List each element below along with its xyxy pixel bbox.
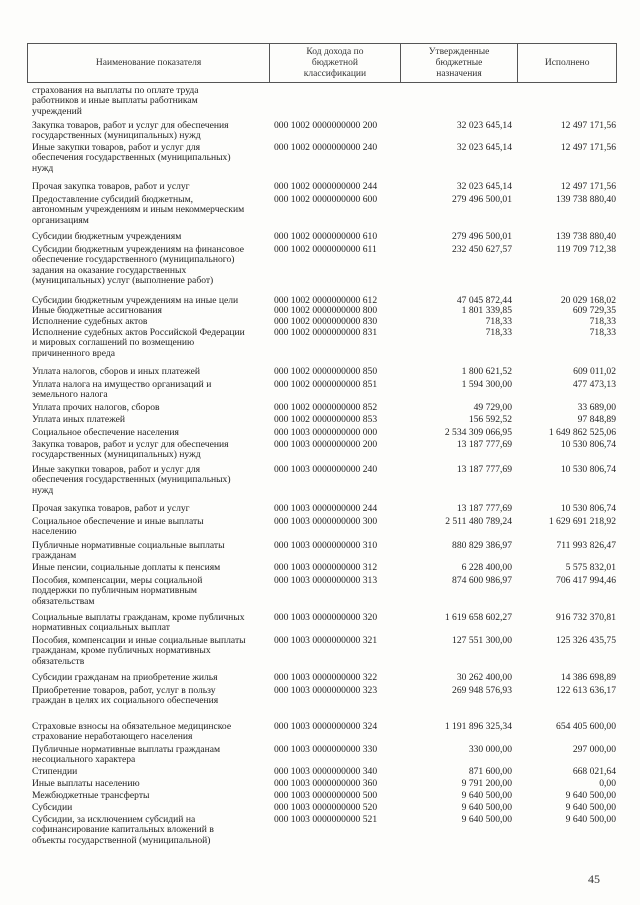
row-name: Иные закупки товаров, работ и услуг для обеспечения государственных (муниципальных) нужд (32, 142, 231, 174)
row-executed: 122 613 636,17 (556, 685, 616, 696)
row-approved: 718,33 (485, 316, 512, 327)
row-approved: 1 801 339,85 (461, 305, 512, 316)
row-approved: 330 000,00 (468, 744, 512, 755)
row-approved: 13 187 777,69 (456, 503, 512, 514)
row-code: 000 1003 0000000000 321 (274, 635, 378, 646)
row-code: 000 1002 0000000000 853 (274, 414, 378, 425)
row-approved: 30 262 400,00 (456, 672, 512, 683)
row-executed: 33 689,00 (577, 402, 616, 413)
row-approved: 232 450 627,57 (452, 244, 512, 255)
row-code: 000 1002 0000000000 831 (274, 327, 378, 338)
row-executed: 12 497 171,56 (560, 142, 616, 153)
row-executed: 1 649 862 525,06 (548, 427, 616, 438)
row-executed: 14 386 698,89 (560, 672, 616, 683)
row-executed: 9 640 500,00 (565, 814, 616, 825)
row-approved: 6 228 400,00 (461, 562, 512, 573)
row-code: 000 1003 0000000000 340 (274, 766, 378, 777)
row-name: Межбюджетные трансферты (32, 790, 150, 801)
row-approved: 880 829 386,97 (452, 540, 512, 551)
row-executed: 12 497 171,56 (560, 120, 616, 131)
row-code: 000 1003 0000000000 323 (274, 685, 378, 696)
row-code: 000 1003 0000000000 520 (274, 802, 378, 813)
row-name: Прочая закупка товаров, работ и услуг (32, 503, 190, 514)
row-code: 000 1003 0000000000 330 (274, 744, 378, 755)
row-executed: 718,33 (589, 327, 616, 338)
row-name: Исполнение судебных актов Российской Федерации и мировых соглашений по возмещению причиненного вреда (32, 327, 245, 359)
row-approved: 1 619 658 602,27 (444, 612, 512, 623)
row-executed: 10 530 806,74 (560, 439, 616, 450)
row-name: Страховые взносы на обязательное медицинское страхование неработающего населения (32, 721, 232, 743)
row-executed: 668 021,64 (572, 766, 616, 777)
row-approved: 127 551 300,00 (452, 635, 512, 646)
row-code: 000 1003 0000000000 312 (274, 562, 378, 573)
row-code: 000 1003 0000000000 360 (274, 778, 378, 789)
row-executed: 20 029 168,02 (560, 295, 616, 306)
row-executed: 297 000,00 (572, 744, 616, 755)
row-code: 000 1002 0000000000 851 (274, 379, 378, 390)
row-name: Исполнение судебных актов (32, 316, 148, 327)
header-name: Наименование показателя (28, 44, 270, 82)
row-approved: 1 800 621,52 (461, 366, 512, 377)
row-executed: 718,33 (589, 316, 616, 327)
row-code: 000 1003 0000000000 500 (274, 790, 378, 801)
row-code: 000 1003 0000000000 324 (274, 721, 378, 732)
row-code: 000 1003 0000000000 521 (274, 814, 378, 825)
row-approved: 13 187 777,69 (456, 464, 512, 475)
row-name: Публичные нормативные выплаты гражданам несоциального характера (32, 744, 221, 766)
header-approved: Утвержденные бюджетные назначения (401, 44, 519, 82)
row-executed: 9 640 500,00 (565, 802, 616, 813)
row-name: Социальные выплаты гражданам, кроме публичных нормативных социальных выплат (32, 612, 245, 634)
row-approved: 32 023 645,14 (456, 181, 512, 192)
row-name: Субсидии бюджетным учреждениям (32, 231, 182, 242)
row-code: 000 1002 0000000000 611 (274, 244, 377, 255)
row-executed: 609 729,35 (572, 305, 616, 316)
row-code: 000 1002 0000000000 612 (274, 295, 378, 306)
row-executed: 97 848,89 (577, 414, 616, 425)
row-code: 000 1002 0000000000 830 (274, 316, 378, 327)
row-name: Иные выплаты населению (32, 778, 140, 789)
row-code: 000 1002 0000000000 200 (274, 120, 378, 131)
row-approved: 871 600,00 (468, 766, 512, 777)
row-name: Предоставление субсидий бюджетным, автономным учреждениям и иным некоммерческим организациям (32, 194, 245, 226)
row-code: 000 1003 0000000000 240 (274, 464, 378, 475)
row-executed: 711 993 826,47 (556, 540, 616, 551)
row-code: 000 1002 0000000000 240 (274, 142, 378, 153)
row-code: 000 1003 0000000000 244 (274, 503, 378, 514)
row-name: Публичные нормативные социальные выплаты гражданам (32, 540, 225, 562)
row-approved: 874 600 986,97 (452, 575, 512, 586)
row-approved: 279 496 500,01 (452, 194, 512, 205)
row-approved: 32 023 645,14 (456, 142, 512, 153)
row-executed: 609 011,02 (573, 366, 616, 377)
row-approved: 2 534 309 066,95 (444, 427, 512, 438)
row-name: Иные закупки товаров, работ и услуг для обеспечения государственных (муниципальных) нужд (32, 464, 231, 496)
row-name: Уплата налогов, сборов и иных платежей (32, 366, 201, 377)
row-approved: 9 640 500,00 (461, 802, 512, 813)
row-approved: 1 594 300,00 (461, 379, 512, 390)
row-executed: 916 732 370,81 (556, 612, 616, 623)
row-name: Субсидии, за исключением субсидий на софинансирование капитальных вложений в объекты государственной (муниципальной) (32, 814, 214, 846)
row-approved: 269 948 576,93 (452, 685, 512, 696)
row-approved: 1 191 896 325,34 (444, 721, 512, 732)
row-code: 000 1003 0000000000 000 (274, 427, 378, 438)
row-name: Закупка товаров, работ и услуг для обеспечения государственных (муниципальных) нужд (32, 120, 229, 142)
row-code: 000 1002 0000000000 244 (274, 181, 378, 192)
row-executed: 10 530 806,74 (560, 464, 616, 475)
row-code: 000 1002 0000000000 610 (274, 231, 378, 242)
row-name: Прочая закупка товаров, работ и услуг (32, 181, 190, 192)
row-code: 000 1002 0000000000 852 (274, 402, 378, 413)
row-executed: 654 405 600,00 (556, 721, 616, 732)
row-name: Уплата налога на имущество организаций и земельного налога (32, 379, 212, 401)
row-executed: 139 738 880,40 (556, 194, 616, 205)
row-executed: 125 326 435,75 (556, 635, 616, 646)
row-name: Закупка товаров, работ и услуг для обеспечения государственных (муниципальных) нужд (32, 439, 229, 461)
row-name: страхования на выплаты по оплате труда работников и иные выплаты работникам учреждений (32, 85, 199, 117)
row-code: 000 1003 0000000000 313 (274, 575, 378, 586)
row-code: 000 1003 0000000000 310 (274, 540, 378, 551)
row-executed: 1 629 691 218,92 (548, 516, 616, 527)
row-name: Приобретение товаров, работ, услуг в пользу граждан в целях их социального обеспечения (32, 685, 219, 707)
header-executed: Исполнено (544, 57, 590, 68)
row-executed: 119 709 712,38 (556, 244, 616, 255)
row-executed: 10 530 806,74 (560, 503, 616, 514)
row-approved: 13 187 777,69 (456, 439, 512, 450)
row-approved: 279 496 500,01 (452, 231, 512, 242)
row-approved: 9 791 200,00 (461, 778, 512, 789)
row-approved: 32 023 645,14 (456, 120, 512, 131)
row-executed: 9 640 500,00 (565, 790, 616, 801)
row-name: Пособия, компенсации, меры социальной поддержки по публичным нормативным обязательствам (32, 575, 203, 607)
row-name: Субсидии (32, 802, 73, 813)
row-approved: 718,33 (485, 327, 512, 338)
row-name: Пособия, компенсации и иные социальные выплаты гражданам, кроме публичных нормативных обязательств (32, 635, 246, 667)
row-name: Стипендии (32, 766, 78, 777)
row-approved: 49 729,00 (473, 402, 512, 413)
row-executed: 706 417 994,46 (556, 575, 616, 586)
row-approved: 47 045 872,44 (456, 295, 512, 306)
row-name: Социальное обеспечение и иные выплаты населению (32, 516, 204, 538)
row-name: Социальное обеспечение населения (32, 427, 179, 438)
row-approved: 9 640 500,00 (461, 814, 512, 825)
row-approved: 9 640 500,00 (461, 790, 512, 801)
row-approved: 156 592,52 (468, 414, 512, 425)
row-code: 000 1002 0000000000 600 (274, 194, 378, 205)
page-number: 45 (588, 872, 600, 886)
row-code: 000 1003 0000000000 300 (274, 516, 378, 527)
row-executed: 0,00 (599, 778, 616, 789)
row-approved: 2 511 480 789,24 (445, 516, 512, 527)
row-name: Уплата прочих налогов, сборов (32, 402, 160, 413)
row-name: Субсидии бюджетным учреждениям на иные цели (32, 295, 239, 306)
row-name: Уплата иных платежей (32, 414, 126, 425)
row-code: 000 1003 0000000000 322 (274, 672, 378, 683)
row-code: 000 1003 0000000000 200 (274, 439, 378, 450)
row-code: 000 1002 0000000000 800 (274, 305, 378, 316)
row-code: 000 1003 0000000000 320 (274, 612, 378, 623)
row-executed: 5 575 832,01 (565, 562, 616, 573)
row-name: Иные пенсии, социальные доплаты к пенсиям (32, 562, 221, 573)
row-name: Субсидии бюджетным учреждениям на финансовое обеспечение государственного (муниципального) задания на оказание государственных (муниципальных) услуг (выполнение работ) (32, 244, 245, 287)
row-name: Иные бюджетные ассигнования (32, 305, 162, 316)
row-executed: 477 473,13 (572, 379, 616, 390)
row-code: 000 1002 0000000000 850 (274, 366, 378, 377)
row-executed: 12 497 171,56 (560, 181, 616, 192)
header-code: Код дохода по бюджетной классификации (270, 44, 401, 82)
row-executed: 139 738 880,40 (556, 231, 616, 242)
row-name: Субсидии гражданам на приобретение жилья (32, 672, 218, 683)
